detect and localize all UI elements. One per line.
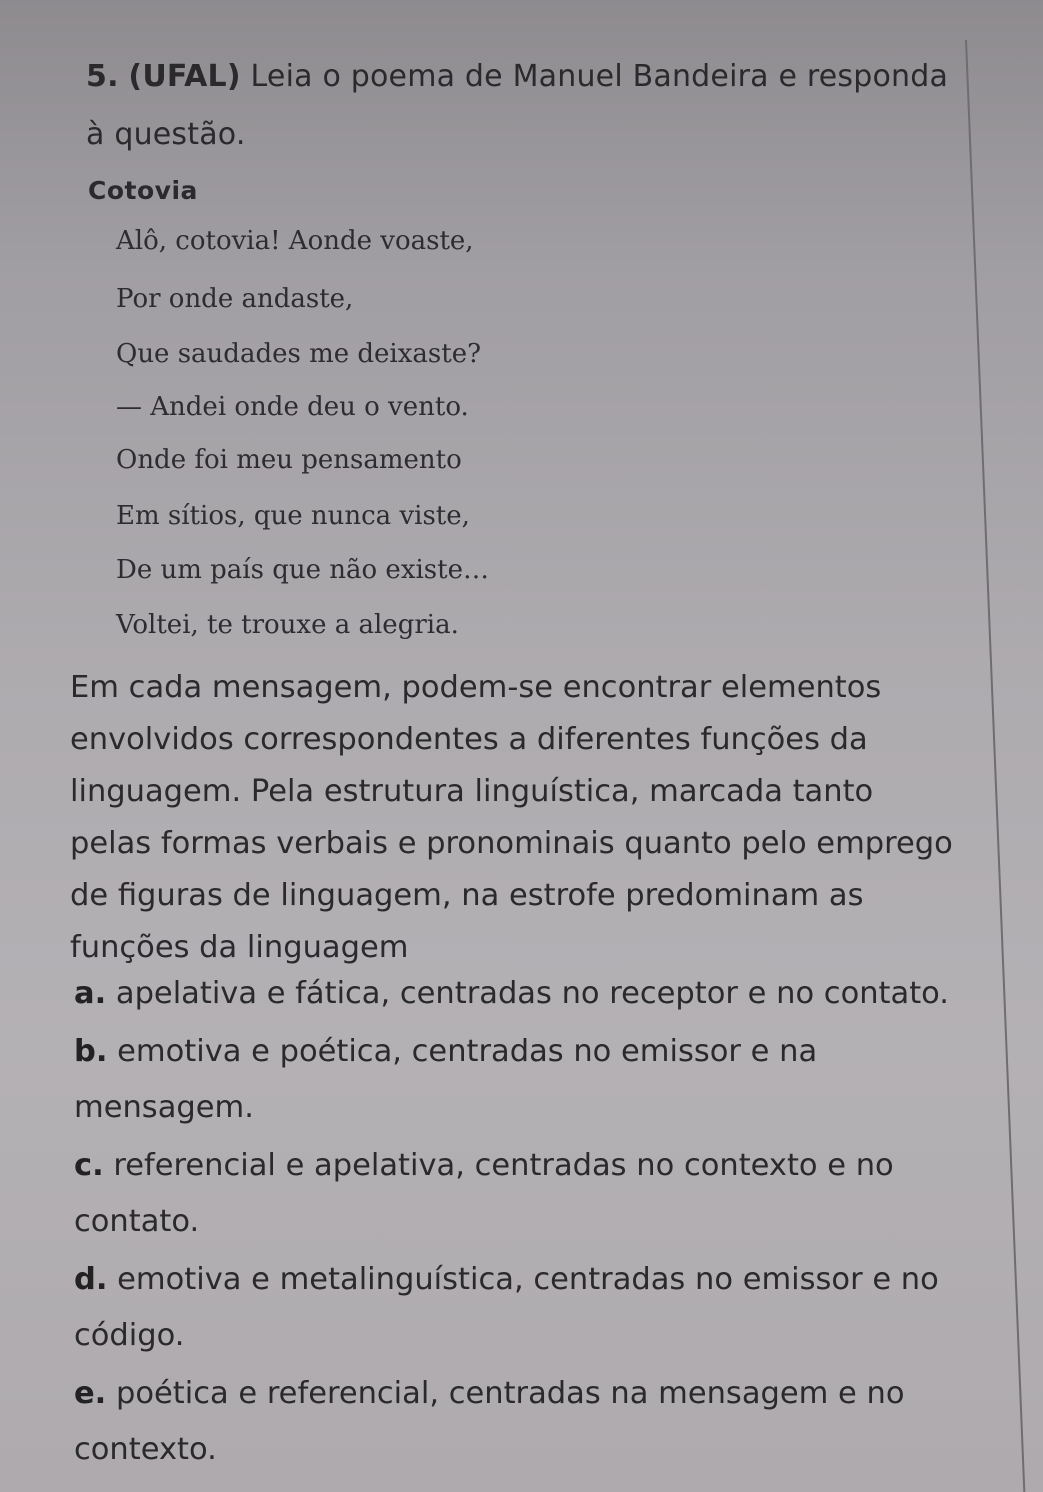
option-text: emotiva e metalinguística, centradas no emissor e no código. — [74, 1262, 939, 1353]
answer-option-c[interactable] — [74, 1138, 969, 1250]
option-letter: b. — [74, 1034, 108, 1069]
poem-title: Cotovia — [88, 176, 198, 205]
poem-line: Onde foi meu pensamento — [116, 445, 462, 475]
answer-option-a[interactable] — [74, 966, 969, 1022]
poem-line: Alô, cotovia! Aonde voaste, — [116, 226, 474, 256]
question-source: (UFAL) — [128, 59, 241, 94]
option-text: poética e referencial, centradas na mensagem e no contexto. — [74, 1376, 905, 1467]
poem-line: Em sítios, que nunca viste, — [116, 501, 470, 531]
answer-option-d[interactable] — [74, 1252, 969, 1364]
question-header — [86, 48, 966, 164]
poem-line: — Andei onde deu o vento. — [116, 392, 469, 422]
answer-option-e[interactable] — [74, 1366, 969, 1478]
question-prompt: Em cada mensagem, podem-se encontrar elementos envolvidos correspondentes a diferentes funções da linguagem. Pela estrutura linguística, marcada tanto pelas formas verbais e pronominais quanto pelo emprego de figuras de linguagem, na estrofe predominam as funções da linguagem — [70, 670, 953, 965]
option-letter: a. — [74, 976, 107, 1011]
answer-option-b[interactable] — [74, 1024, 969, 1136]
poem-line: De um país que não existe… — [116, 555, 489, 585]
option-text: emotiva e poética, centradas no emissor e na mensagem. — [74, 1034, 818, 1125]
option-letter: e. — [74, 1376, 107, 1411]
question-text: Leia o poema de Manuel Bandeira e responda à questão. — [86, 59, 949, 152]
poem-line: Por onde andaste, — [116, 284, 354, 314]
option-text: apelativa e fática, centradas no receptor e no contato. — [115, 976, 949, 1011]
poem-line: Que saudades me deixaste? — [116, 339, 482, 369]
option-text: referencial e apelativa, centradas no contexto e no contato. — [74, 1148, 894, 1239]
option-letter: c. — [74, 1148, 104, 1183]
question-number: 5. — [86, 59, 119, 94]
poem-line: Voltei, te trouxe a alegria. — [116, 610, 459, 640]
option-letter: d. — [74, 1262, 108, 1297]
